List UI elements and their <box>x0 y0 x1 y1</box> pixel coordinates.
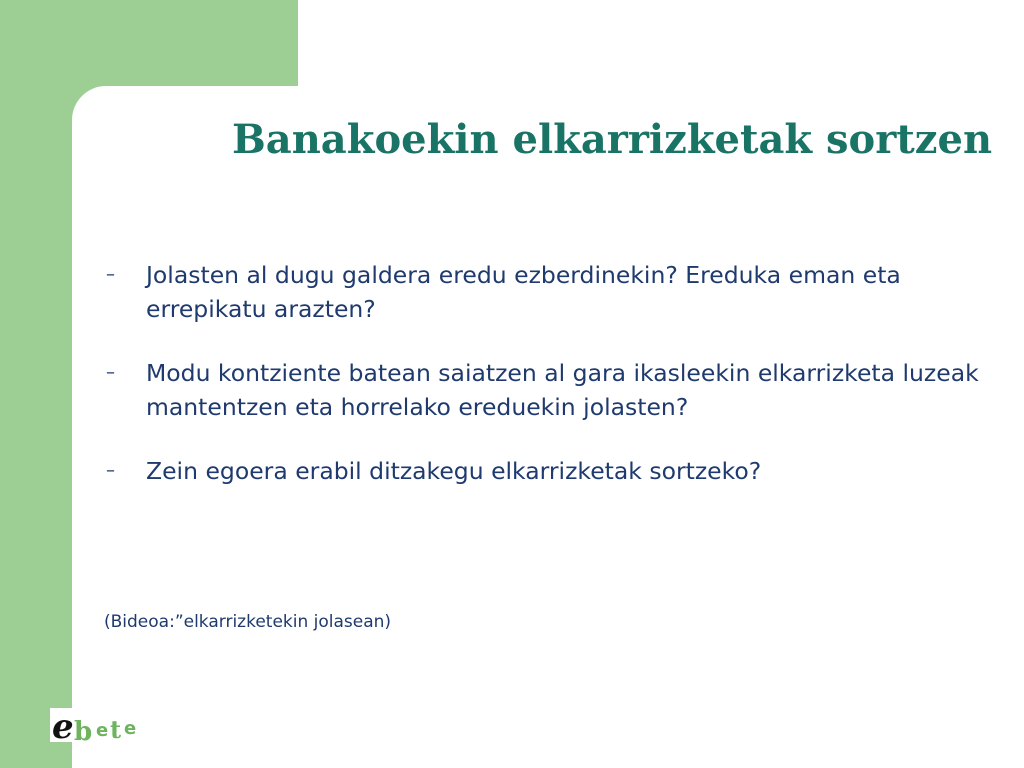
bullet-item <box>100 454 980 488</box>
svg-text:t: t <box>110 715 122 744</box>
bullet-text: Jolasten al dugu galdera eredu ezberdinekin? Ereduka eman eta errepikatu arazten? <box>146 261 901 323</box>
ebete-logo <box>50 700 160 748</box>
bullet-item <box>100 258 980 326</box>
svg-text:b: b <box>74 717 93 747</box>
svg-text:e: e <box>96 720 109 741</box>
bullet-text: Zein egoera erabil ditzakegu elkarrizketak sortzeko? <box>146 457 762 485</box>
video-note: (Bideoa:”elkarrizketekin jolasean) <box>104 612 392 632</box>
svg-text:e: e <box>52 707 74 747</box>
bullet-dash: – <box>106 460 115 481</box>
bullet-list <box>100 258 980 518</box>
bullet-item <box>100 356 980 424</box>
bullet-dash: – <box>106 362 115 383</box>
svg-text:e: e <box>124 718 137 739</box>
bullet-text: Modu kontziente batean saiatzen al gara ikasleekin elkarrizketa luzeak mantentzen eta horrelako ereduekin jolasten? <box>146 359 979 421</box>
bullet-dash: – <box>106 264 115 285</box>
slide-title: Banakoekin elkarrizketak sortzen <box>232 116 993 163</box>
